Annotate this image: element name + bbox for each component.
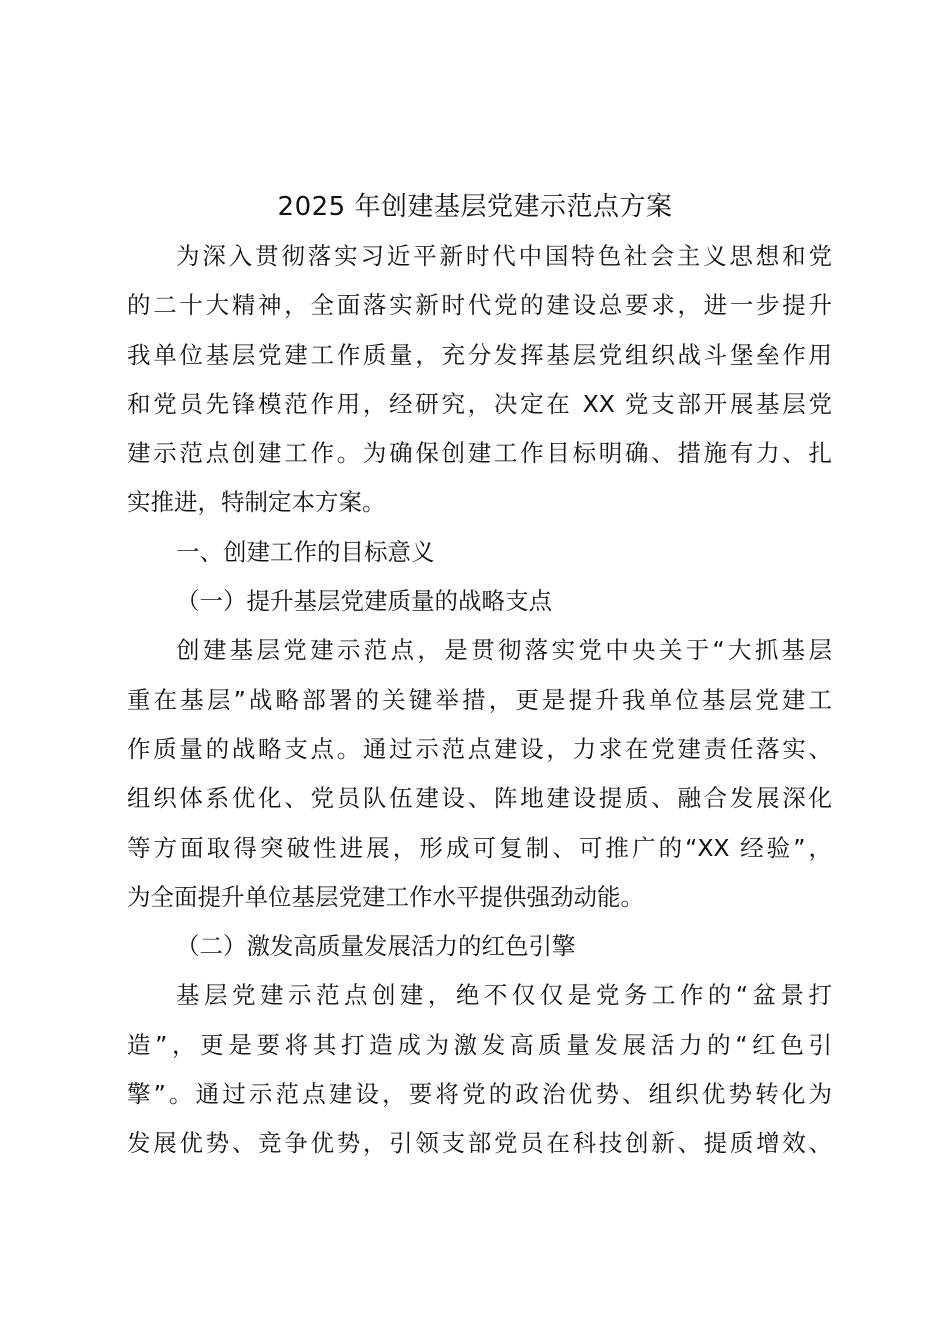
paragraph-red-engine xyxy=(127,971,832,1168)
paragraph-strategic-point xyxy=(127,626,832,922)
paragraph-line: 作质量的战略支点。通过示范点建设，力求在党建责任落实、 xyxy=(127,734,832,763)
paragraph-line: 我单位基层党建工作质量，充分发挥基层党组织战斗堡垒作用 xyxy=(127,340,832,369)
document-body xyxy=(127,232,832,1169)
paragraph-line: 为全面提升单位基层党建工作水平提供强劲动能。 xyxy=(127,882,644,911)
paragraph-intro xyxy=(127,232,832,528)
document-title: 2025 年创建基层党建示范点方案 xyxy=(277,192,673,222)
paragraph-line: 发展优势、竞争优势，引领支部党员在科技创新、提质增效、 xyxy=(127,1129,832,1158)
paragraph-line: 擎”。通过示范点建设，要将党的政治优势、组织优势转化为 xyxy=(127,1080,832,1109)
paragraph-line: 实推进，特制定本方案。 xyxy=(127,488,386,517)
section-heading: 一、创建工作的目标意义 xyxy=(176,537,435,566)
paragraph-line: 和党员先锋模范作用，经研究，决定在 XX 党支部开展基层党 xyxy=(127,389,832,418)
paragraph-line: 重在基层”战略部署的关键举措，更是提升我单位基层党建工 xyxy=(127,685,832,714)
paragraph-line: 组织体系优化、党员队伍建设、阵地建设提质、融合发展深化 xyxy=(127,784,832,813)
subsection-heading: （二）激发高质量发展活力的红色引擎 xyxy=(176,932,576,961)
paragraph-line: 造”，更是要将其打造成为激发高质量发展活力的“红色引 xyxy=(127,1030,832,1059)
paragraph-line: 创建基层党建示范点，是贯彻落实党中央关于“大抓基层 xyxy=(176,636,832,665)
subsection-heading: （一）提升基层党建质量的战略支点 xyxy=(176,587,552,616)
paragraph-line: 等方面取得突破性进展，形成可复制、可推广的“XX 经验”， xyxy=(127,833,832,862)
paragraph-line: 建示范点创建工作。为确保创建工作目标明确、措施有力、扎 xyxy=(127,439,832,468)
paragraph-line: 为深入贯彻落实习近平新时代中国特色社会主义思想和党 xyxy=(176,242,832,270)
paragraph-line: 的二十大精神，全面落实新时代党的建设总要求，进一步提升 xyxy=(127,291,832,320)
paragraph-line: 基层党建示范点创建，绝不仅仅是党务工作的“盆景打 xyxy=(176,981,832,1010)
